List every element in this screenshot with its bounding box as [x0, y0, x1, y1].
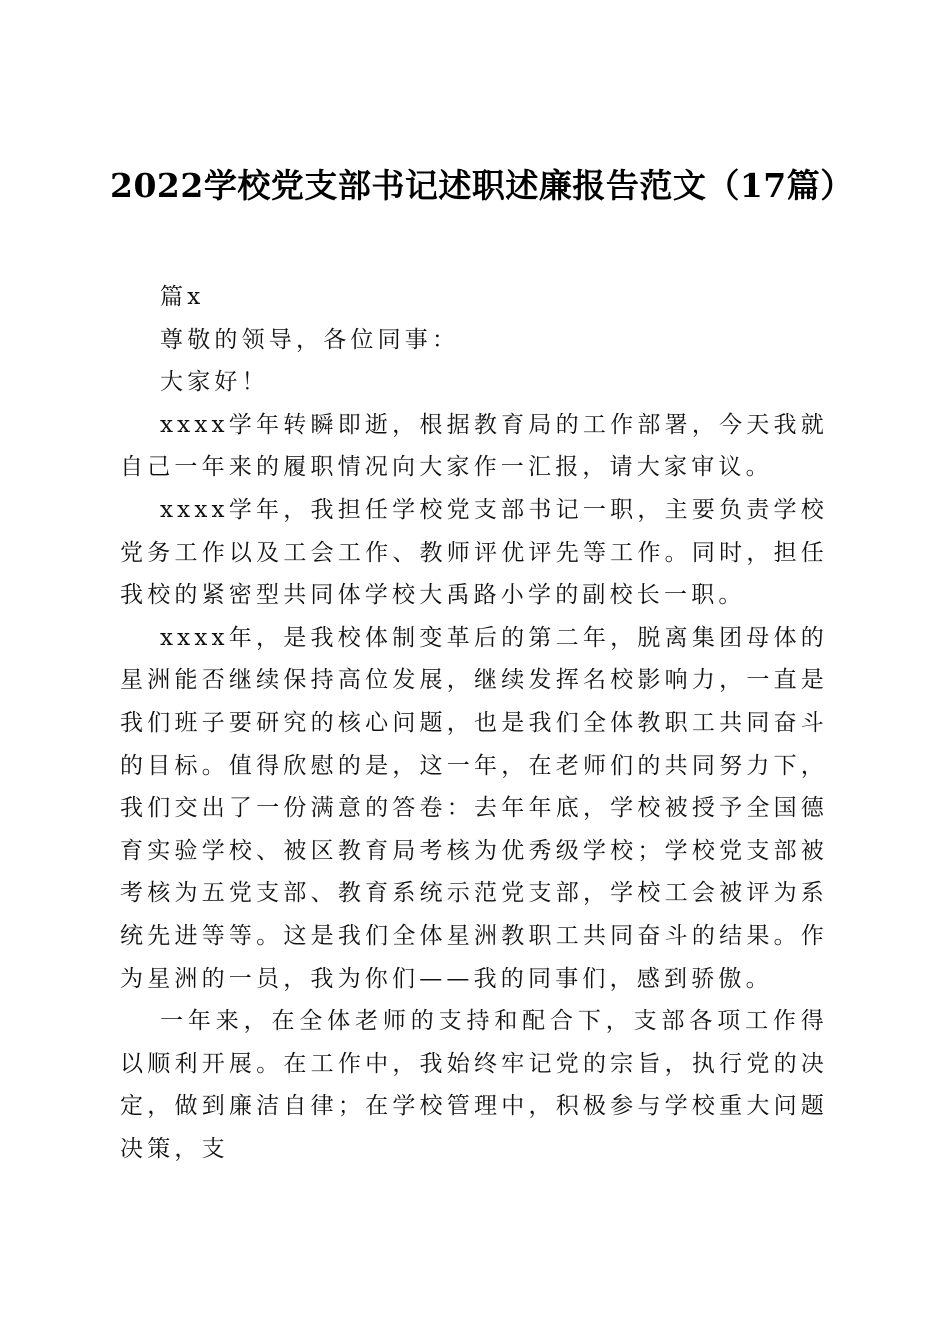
- paragraph-salutation: 尊敬的领导，各位同事：: [160, 326, 460, 353]
- paragraph-section-label: 篇x: [160, 284, 205, 310]
- paragraph-achievements: xxxx年，是我校体制变革后的第二年，脱离集团母体的星洲能否继续保持高位发展，继续发挥名校影响力，一直是我们班子要研究的核心问题，也是我们全体教职工共同奋斗的目标。值得欣慰的是，这一年，在老师们的共同努力下，我们交出了一份满意的答卷：去年年底，学校被授予全国德育实验学校、被区教育局考核为优秀级学校；学校党支部被考核为五党支部、教育系统示范党支部，学校工会被评为系统先进等等。这是我们全体星洲教职工共同奋斗的结果。作为星洲的一员，我为你们——我的同事们，感到骄傲。: [120, 624, 828, 992]
- paragraph-work-summary: 一年来，在全体老师的支持和配合下，支部各项工作得以顺利开展。在工作中，我始终牢记党的宗旨，执行党的决定，做到廉洁自律；在学校管理中，积极参与学校重大问题决策，支: [120, 1008, 828, 1162]
- document-body: [120, 276, 828, 1170]
- paragraph-duties: xxxx学年，我担任学校党支部书记一职，主要负责学校党务工作以及工会工作、教师评优评先等工作。同时，担任我校的紧密型共同体学校大禹路小学的副校长一职。: [120, 496, 828, 609]
- document-title: 2022学校党支部书记述职述廉报告范文（17篇）: [110, 166, 854, 206]
- paragraph-intro: xxxx学年转瞬即逝，根据教育局的工作部署，今天我就自己一年来的履职情况向大家作一汇报，请大家审议。: [120, 411, 828, 481]
- paragraph-greeting: 大家好！: [160, 369, 269, 396]
